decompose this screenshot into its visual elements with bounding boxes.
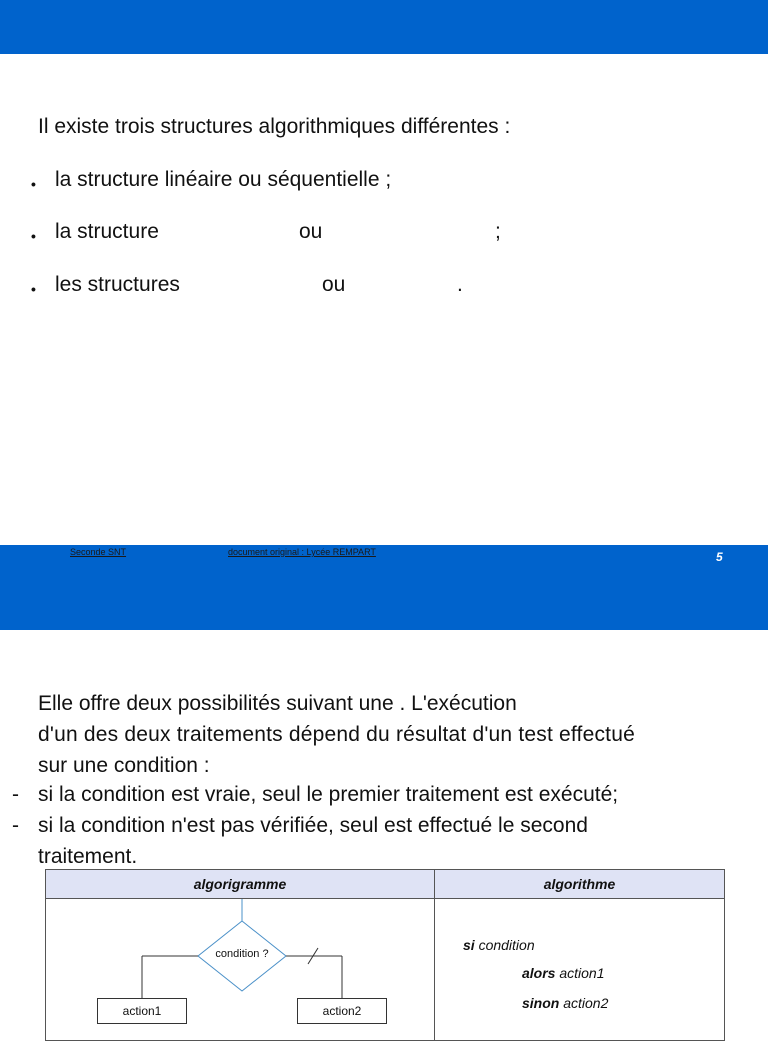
action2-box: action2 xyxy=(297,998,387,1024)
list-item-continuation: traitement. xyxy=(38,845,138,868)
list-dash: - xyxy=(12,814,19,837)
paragraph-line xyxy=(38,688,721,719)
bullet-icon: • xyxy=(31,176,36,192)
list-item-false: si la condition n'est pas vérifiée, seul est effectué le second xyxy=(38,814,588,837)
paragraph-line: sur une condition : xyxy=(38,754,210,777)
paragraph-line: d'un des deux traitements dépend du résultat d'un test effectué xyxy=(38,723,635,746)
bullet-item-linear: la structure linéaire ou séquentielle ; xyxy=(55,168,392,191)
page-number: 5 xyxy=(716,550,723,564)
bullet-item-alt-part2: ou xyxy=(299,220,323,243)
bullet-icon: • xyxy=(31,228,36,244)
list-dash: - xyxy=(12,783,19,806)
bullet-item-rep-part2: ou xyxy=(322,273,346,296)
bullet-item-alt-part1: la structure xyxy=(55,220,159,243)
algo-action1: action1 xyxy=(559,965,605,981)
bullet-item-rep-part1: les structures xyxy=(55,273,180,296)
bullet-icon: • xyxy=(31,281,36,297)
table-header-algorigramme: algorigramme xyxy=(46,870,435,899)
algo-alors-line xyxy=(522,965,605,981)
bullet-item-rep-part3: . xyxy=(457,273,463,296)
algo-keyword-si: si xyxy=(463,937,475,953)
condition-label: condition ? xyxy=(215,948,269,960)
footer-link-class[interactable]: Seconde SNT xyxy=(70,547,127,557)
algo-sinon-line xyxy=(522,995,608,1011)
intro-text: Il existe trois structures algorithmiques différentes : xyxy=(38,115,511,138)
list-item-true: si la condition est vraie, seul le premier traitement est exécuté; xyxy=(38,783,619,806)
top-band xyxy=(0,0,768,54)
action1-box: action1 xyxy=(97,998,187,1024)
paragraph-line-end: . L'exécution xyxy=(399,692,517,715)
footer-band xyxy=(0,545,768,630)
algo-si-line xyxy=(463,937,535,953)
algo-keyword-sinon: sinon xyxy=(522,995,560,1011)
algo-keyword-alors: alors xyxy=(522,965,556,981)
column-divider xyxy=(434,898,435,1040)
bullet-item-alt-part3: ; xyxy=(495,220,501,243)
algo-action2: action2 xyxy=(563,995,609,1011)
algo-condition: condition xyxy=(478,937,535,953)
footer-link-source[interactable]: document original : Lycée REMPART xyxy=(228,547,376,557)
comparison-table xyxy=(45,869,725,1041)
description-paragraph xyxy=(38,688,721,781)
table-header-algorithme: algorithme xyxy=(435,870,724,899)
paragraph-line-start: Elle offre deux possibilités suivant une xyxy=(38,692,394,715)
